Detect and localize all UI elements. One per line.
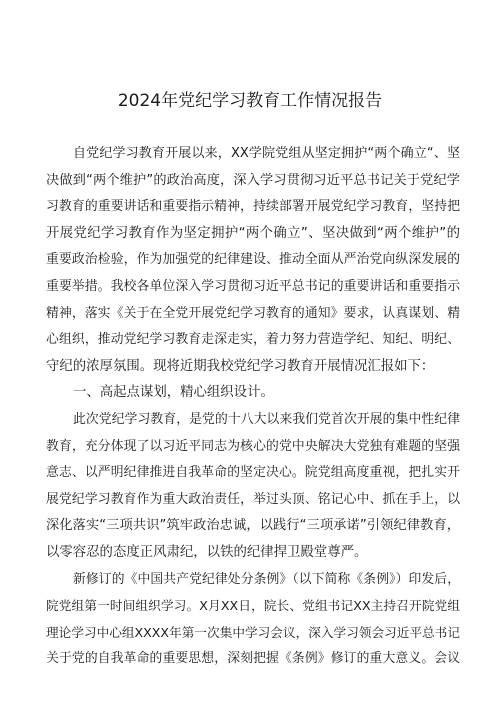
- body-line: 重要政治检验，作为加强党的纪律建设、推动全面从严治党向纵深发展的: [46, 252, 460, 268]
- body-line: 教育，充分体现了以习近平同志为核心的党中央解决大党独有难题的坚强: [46, 438, 460, 454]
- body-line: 院党组第一时间组织学习。X月XX日，院长、党组书记XX主持召开院党组: [46, 598, 460, 614]
- body-line: 一、高起点谋划，精心组织设计。: [73, 385, 274, 401]
- body-line: 精神，落实《关于在全党开展党纪学习教育的通知》要求，认真谋划、精: [46, 305, 460, 321]
- body-line: 决做到“两个维护”的政治高度，深入学习贯彻习近平总书记关于党纪学: [46, 172, 460, 188]
- body-line: 关于党的自我革命的重要思想，深刻把握《条例》修订的重大意义。会议: [46, 651, 460, 667]
- body-line: 守纪的浓厚氛围。现将近期我校党纪学习教育开展情况汇报如下：: [46, 358, 435, 374]
- body-line: 理论学习中心组XXXX年第一次集中学习会议，深入学习领会习近平总书记: [46, 624, 460, 640]
- body-line: 此次党纪学习教育，是党的十八大以来我们党首次开展的集中性纪律: [73, 411, 460, 427]
- body-line: 意志、以严明纪律推进自我革命的坚定决心。院党组高度重视，把扎实开: [46, 465, 460, 481]
- document-body: [46, 141, 460, 673]
- body-line: 以零容忍的态度正风肃纪，以铁的纪律捍卫殿堂尊严。: [46, 544, 368, 560]
- body-line: 开展党纪学习教育作为坚定拥护“两个确立”、坚决做到“两个维护”的: [46, 225, 460, 241]
- document-title: 2024年党纪学习教育工作情况报告: [117, 91, 383, 111]
- body-line: 展党纪学习教育作为重大政治责任，举过头顶、铭记心中、抓在手上，以: [46, 491, 460, 507]
- body-line: 新修订的《中国共产党纪律处分条例》（以下简称《条例》）印发后，: [73, 571, 460, 587]
- body-line: 自党纪学习教育开展以来，XX学院党组从坚定拥护“两个确立“、坚: [73, 146, 460, 161]
- body-line: 重要举措。我校各单位深入学习贯彻习近平总书记的重要讲话和重要指示: [46, 278, 460, 294]
- body-line: 习教育的重要讲话和重要指示精神，持续部署开展党纪学习教育，坚持把: [46, 199, 460, 215]
- body-line: 深化落实“三项共识”筑牢政治忠诚，以践行“三项承诺”引领纪律教育，: [46, 518, 460, 534]
- body-line: 心组织，推动党纪学习教育走深走实，着力努力营造学纪、知纪、明纪、: [46, 332, 460, 348]
